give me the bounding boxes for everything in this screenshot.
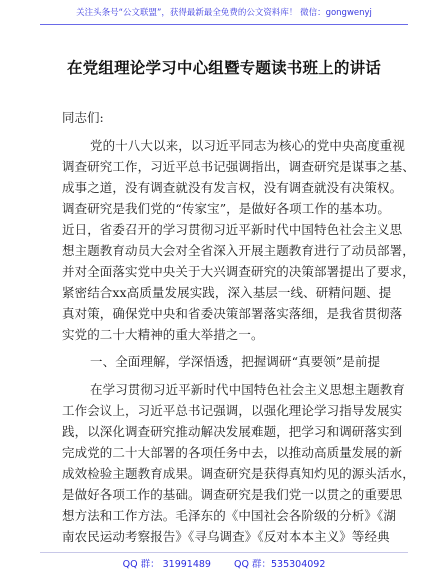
body-line: 想方法和工作方法。毛泽东的《中国社会各阶级的分析》《湖 bbox=[62, 508, 396, 523]
body-line: 成效检验主题教育成果。调查研究是获得真知灼见的源头活水， bbox=[62, 466, 415, 481]
body-line: 是做好各项工作的基础。调查研究是我们党一以贯之的重要思 bbox=[62, 487, 403, 502]
body-line: 调查研究工作，习近平总书记强调指出，调查研究是谋事之基、 bbox=[62, 159, 415, 174]
document-title: 在党组理论学习中心组暨专题读书班上的讲话 bbox=[66, 59, 381, 77]
body-line: 近日，省委召开的学习贯彻习近平新时代中国特色社会主义思 bbox=[62, 222, 403, 237]
footer-divider bbox=[40, 552, 408, 553]
body-line: 调查研究是我们党的“传家宝”，是做好各项工作的基本功。 bbox=[62, 201, 390, 216]
body-line: 在学习贯彻习近平新时代中国特色社会主义思想主题教育 bbox=[90, 382, 406, 397]
body-line: 真对策，确保党中央和省委决策部署落实落细，是我省贯彻落 bbox=[62, 306, 403, 321]
body-line: 南农民运动考察报告》《寻乌调查》《反对本本主义》等经典 bbox=[62, 529, 390, 544]
body-line: 紧密结合xx高质量发展实践，深入基层一线、研精问题、提 bbox=[62, 285, 392, 300]
salutation: 同志们: bbox=[62, 110, 104, 125]
body-line: 党的十八大以来，以习近平同志为核心的党中央高度重视 bbox=[90, 138, 406, 153]
section-heading: 一、全面理解，学深悟透，把握调研“真要领”是前提 bbox=[90, 354, 381, 369]
footer-qq-group-1: QQ 群： 31991489 bbox=[122, 559, 211, 570]
header-notice: 关注头条号“公文联盟”，获得最新最全免费的公文资料库！ 微信：gongwenyj bbox=[76, 8, 372, 18]
body-line: 完成党的二十大部署的各项任务中去，以推动高质量发展的新 bbox=[62, 445, 403, 460]
body-line: 并对全面落实党中央关于大兴调查研究的决策部署提出了要求， bbox=[62, 264, 415, 279]
header-divider bbox=[40, 24, 408, 25]
footer-qq-group-2: QQ 群：535304092 bbox=[234, 559, 326, 570]
body-line: 成事之道，没有调查就没有发言权，没有调查就没有决策权。 bbox=[62, 180, 403, 195]
body-line: 想主题教育动员大会对全省深入开展主题教育进行了动员部署， bbox=[62, 243, 415, 258]
body-line: 工作会议上，习近平总书记强调，以强化理论学习指导发展实 bbox=[62, 403, 403, 418]
body-line: 践，以深化调查研究推动解决发展难题，把学习和调研落实到 bbox=[62, 424, 403, 439]
body-line: 实党的二十大精神的重大举措之一。 bbox=[62, 327, 264, 342]
footer-contact bbox=[0, 556, 448, 570]
